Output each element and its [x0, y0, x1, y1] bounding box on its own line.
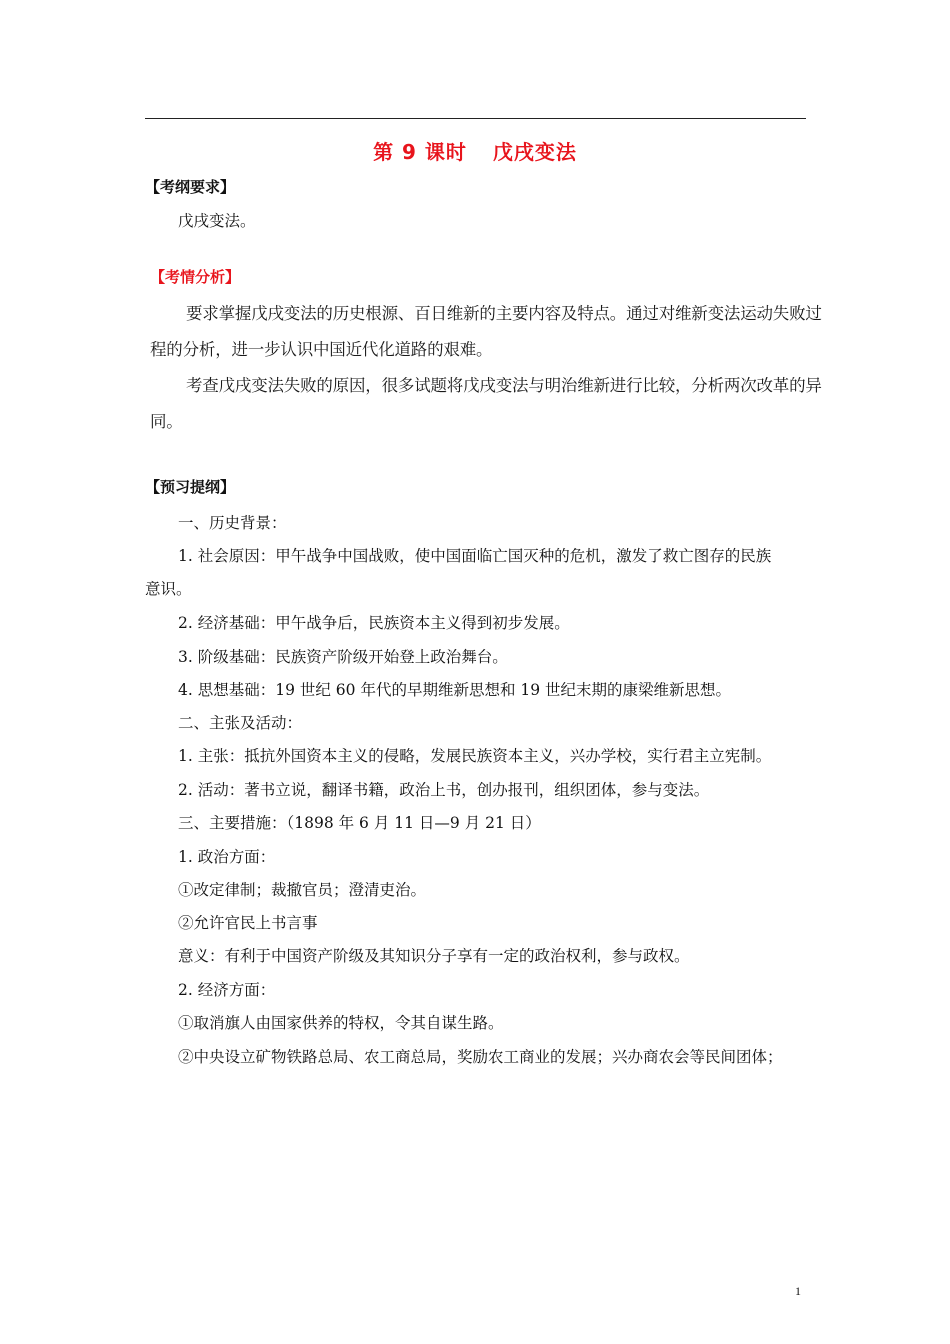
- outline-line: 1. 主张：抵抗外国资本主义的侵略，发展民族资本主义，兴办学校，实行君主立宪制。: [178, 747, 772, 765]
- analysis-heading: 【考情分析】: [150, 268, 241, 286]
- outline-line: ②中央设立矿物铁路总局、农工商总局，奖励农工商业的发展；兴办商农会等民间团体；: [178, 1048, 783, 1066]
- page-title: [0, 136, 950, 165]
- page-number: 1: [795, 1284, 801, 1298]
- outline-line: ②允许官民上书言事: [178, 914, 318, 932]
- analysis-paragraph: 要求掌握戊戌变法的历史根源、百日维新的主要内容及特点。通过对维新变法运动失败过程的分析，进一步认识中国近代化道路的艰难。: [150, 304, 822, 359]
- outline-heading: 【预习提纲】: [145, 478, 236, 496]
- outline-line: 意义：有利于中国资产阶级及其知识分子享有一定的政治权利，参与政权。: [178, 947, 690, 965]
- outline-line: 1. 政治方面：: [178, 848, 276, 866]
- outline-line: 3. 阶级基础：民族资产阶级开始登上政治舞台。: [178, 648, 508, 666]
- outline-line: 二、主张及活动：: [178, 714, 303, 732]
- lesson-topic: 戊戌变法: [492, 140, 577, 164]
- outline-line: 三、主要措施：（1898 年 6 月 11 日—9 月 21 日）: [178, 814, 541, 832]
- analysis-paragraph: 考查戊戌变法失败的原因，很多试题将戊戌变法与明治维新进行比较，分析两次改革的异同。: [150, 376, 822, 431]
- outline-line: 2. 活动：著书立说，翻译书籍，政治上书，创办报刊，组织团体，参与变法。: [178, 781, 710, 799]
- header-rule: [145, 118, 806, 119]
- lesson-number: 第 9 课时: [373, 140, 467, 164]
- outline-line: ①取消旗人由国家供养的特权，令其自谋生路。: [178, 1014, 504, 1032]
- requirements-heading: 【考纲要求】: [145, 178, 236, 196]
- outline-line: 一、历史背景：: [178, 514, 287, 532]
- outline-line: 意识。: [145, 580, 192, 598]
- outline-line: 1. 社会原因：甲午战争中国战败，使中国面临亡国灭种的危机，激发了救亡图存的民族: [178, 547, 772, 565]
- outline-line: 2. 经济方面：: [178, 981, 276, 999]
- analysis-body: [150, 296, 825, 440]
- requirements-text: 戊戌变法。: [178, 212, 256, 230]
- outline-line: 2. 经济基础：甲午战争后，民族资本主义得到初步发展。: [178, 614, 570, 632]
- outline-line: 4. 思想基础：19 世纪 60 年代的早期维新思想和 19 世纪末期的康梁维新思想。: [178, 681, 732, 699]
- outline-line: ①改定律制；裁撤官员；澄清吏治。: [178, 881, 427, 899]
